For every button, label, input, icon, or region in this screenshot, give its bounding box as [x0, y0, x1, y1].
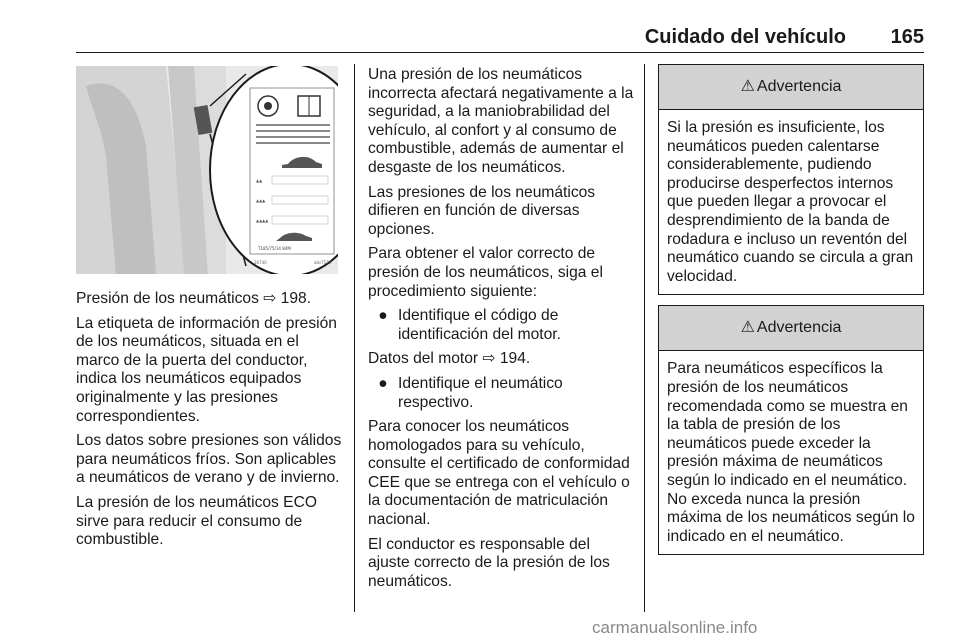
warning-box	[658, 64, 924, 295]
paragraph: La etiqueta de información de presión de los neumáticos, situada en el marco de la puerta del conductor, indica los neumáticos equipados originalmente y las presiones correspondientes.	[76, 314, 337, 425]
warning-title: Advertencia	[756, 319, 842, 337]
caption-page-ref[interactable]: 198.	[280, 290, 312, 307]
figure-ref-left: 16740	[254, 260, 267, 265]
caption-text: Presión de los neumáticos	[76, 290, 259, 307]
warning-icon: ⚠	[740, 319, 755, 337]
figure-ref-right: abs7576	[314, 260, 332, 265]
svg-text:▲▲▲▲: ▲▲▲▲	[256, 218, 269, 223]
figure-caption	[76, 290, 346, 309]
warning-text: Para neumáticos específicos la presión de los neumáticos recomendada como se muestra en la tabla de presión de los neumáticos puede exceder la presión máxima de neumáticos según lo indicado en el neumático. No exceda nunca la presión máxima de los neumáticos según lo indicado en el neumático.	[667, 360, 915, 545]
watermark: carmanualsonline.info	[592, 618, 758, 637]
paragraph: Para conocer los neumáticos homologados para su vehículo, consulte el certificado de conformidad CEE que se entrega con el vehículo o la documentación de matriculación nacional.	[368, 418, 630, 529]
paragraph: Una presión de los neumáticos incorrecta afectará negativamente a la seguridad, a la maniobrabilidad del vehículo, al confort y al consumo de combustible, además de aumentar el desgaste de los neumáticos.	[368, 66, 634, 176]
page-ref-arrow-icon: ⇨	[482, 350, 496, 368]
page-ref-arrow-icon: ⇨	[263, 290, 277, 307]
paragraph: Los datos sobre presiones son válidos para neumáticos fríos. Son aplicables a neumáticos de verano y de invierno.	[76, 432, 342, 487]
column-divider-right	[644, 64, 645, 612]
warning-text: Si la presión es insuficiente, los neumáticos pueden calentarse considerablemente, pudiendo producirse desperfectos internos que pueden llegar a provocar el desprendimiento de la banda de rodadura e incluso un reventón del neumático cuando se circula a gran velocidad.	[667, 119, 914, 285]
paragraph: Para obtener el valor correcto de presión de los neumáticos, siga el procedimiento siguiente:	[368, 245, 603, 300]
door-frame-illustration	[76, 66, 338, 274]
tire-label-figure	[76, 66, 338, 274]
warning-box	[658, 305, 924, 555]
list-item: ● Identifique el código de identificación del motor.	[368, 307, 634, 344]
warning-title: Advertencia	[756, 77, 842, 95]
warning-header	[659, 65, 923, 110]
paragraph: La presión de los neumáticos ECO sirve para reducir el consumo de combustible.	[76, 493, 317, 549]
column-1	[76, 290, 346, 556]
list-item: ● Identifique el neumático respectivo.	[368, 375, 634, 412]
svg-text:▲▲▲: ▲▲▲	[256, 198, 266, 203]
list-subitem: Datos del motor ⇨ 194.	[368, 350, 531, 368]
column-2	[368, 66, 634, 597]
engine-data-page-ref[interactable]: 194.	[499, 350, 531, 368]
paragraph: El conductor es responsable del ajuste correcto de la presión de los neumáticos.	[368, 535, 610, 590]
bullet-icon: ●	[378, 374, 388, 392]
svg-text:▲▲: ▲▲	[256, 178, 263, 183]
column-3	[658, 64, 924, 565]
warning-header	[659, 306, 923, 351]
column-divider-left	[354, 64, 355, 612]
section-title: Cuidado del vehículo	[644, 26, 846, 48]
bullet-icon: ●	[378, 307, 388, 325]
tire-code-text: T185/75/14 84M	[258, 246, 291, 251]
page-number: 165	[890, 26, 924, 48]
warning-icon: ⚠	[740, 77, 755, 95]
page-header	[76, 24, 924, 53]
paragraph: Las presiones de los neumáticos difieren en función de diversas opciones.	[368, 183, 596, 238]
